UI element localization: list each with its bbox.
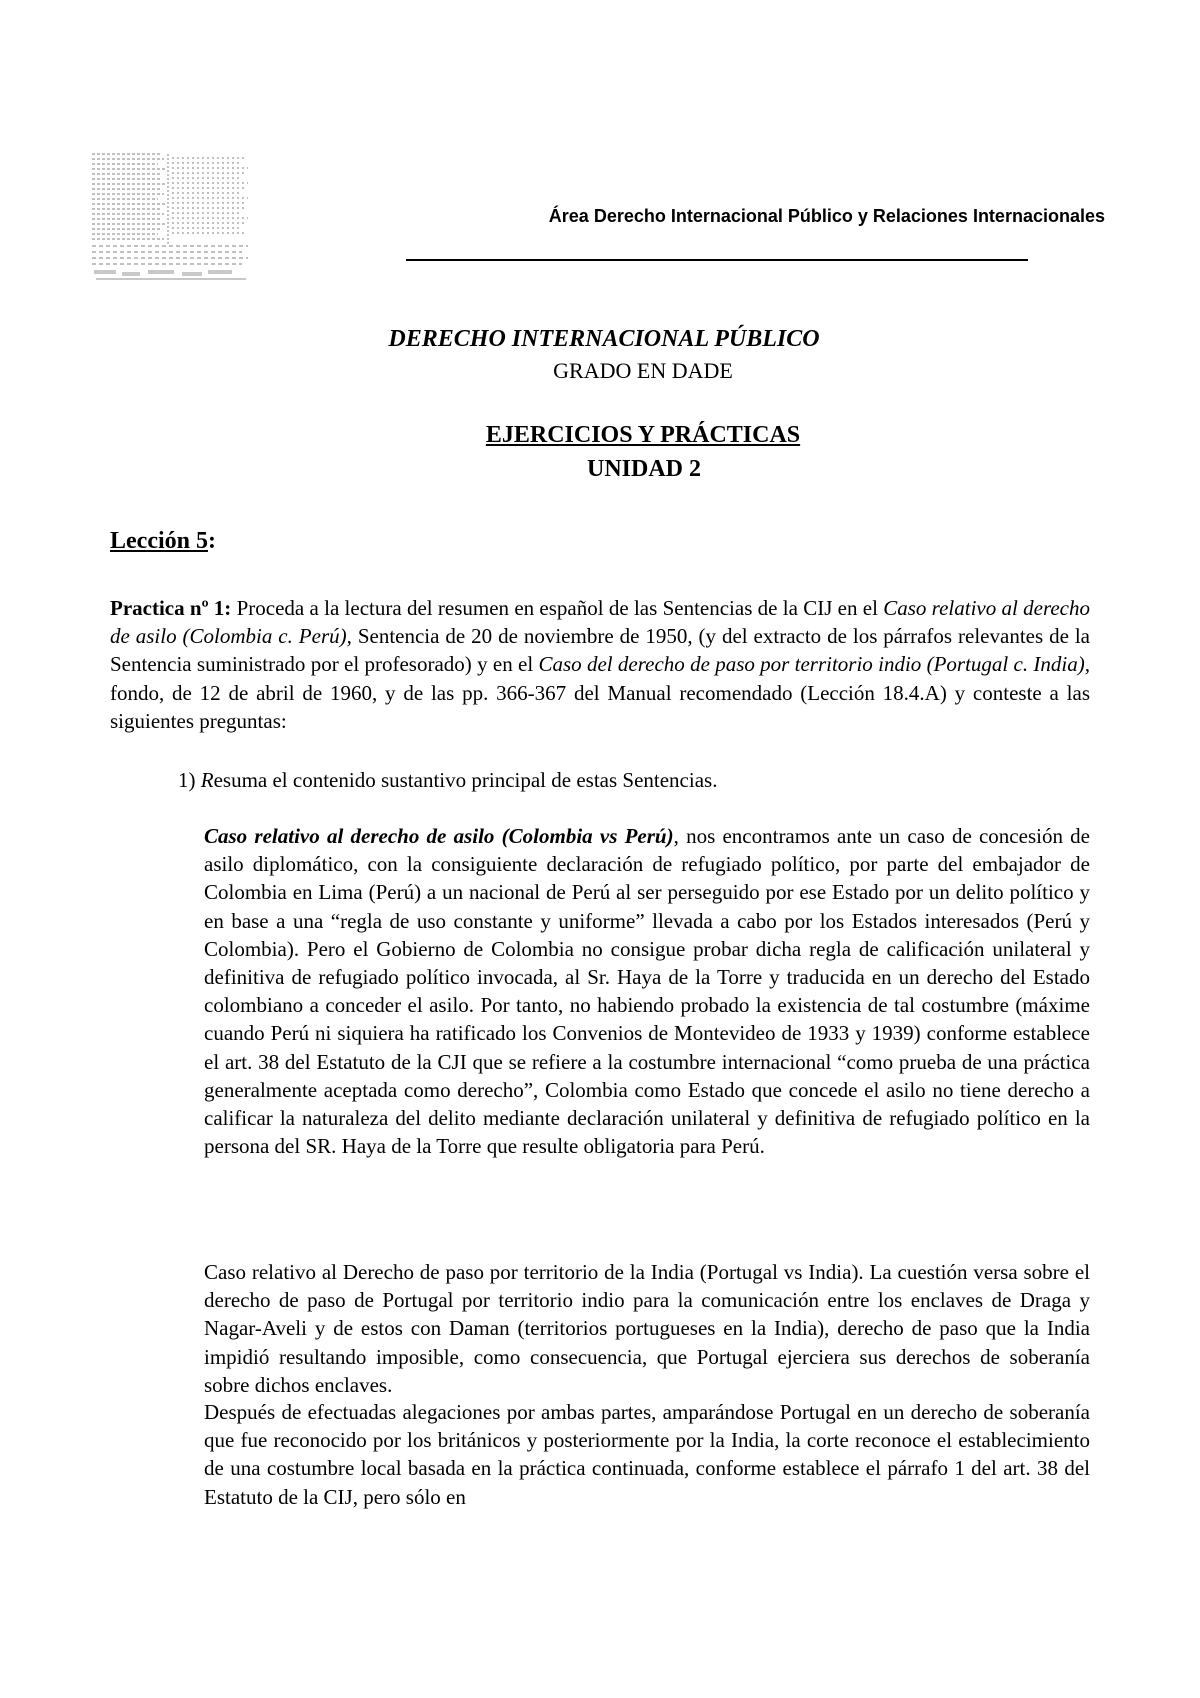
institution-logo — [88, 150, 252, 286]
lesson-heading — [110, 528, 216, 555]
practice-paragraph — [110, 594, 1090, 735]
answer-asilo-heading: Caso relativo al derecho de asilo (Colombia vs Perú) — [204, 824, 674, 848]
practice-text-5: fondo, de 12 de abril de 1960, y de las pp. 366-367 del Manual recomendado (Lección 18.4.A) y conteste a las siguientes preguntas: — [110, 680, 1090, 733]
question-number: 1) — [178, 768, 201, 792]
practice-label: Practica nº 1: — [110, 596, 232, 620]
practice-text-1: Proceda a la lectura del resumen en español de las Sentencias de la CIJ en el — [231, 596, 884, 620]
lesson-label: Lección 5 — [110, 528, 208, 554]
answer-india-paragraph — [204, 1258, 1090, 1399]
document-subtitle: GRADO EN DADE — [553, 358, 733, 383]
exercises-heading: EJERCICIOS Y PRÁCTICAS — [485, 422, 801, 448]
answer-asilo-paragraph — [204, 822, 1090, 1160]
answer-india-text-2: Después de efectuadas alegaciones por ambas partes, amparándose Portugal en un derecho de soberanía que fue reconocido por los británicos y posteriormente por la India, la corte reconoce el establecimiento de una costumbre local basada en la práctica continuada, conforme establece el párrafo 1 del art. 38 del Estatuto de la CIJ, pero sólo en — [204, 1400, 1090, 1509]
question-first-letter: R — [200, 768, 214, 792]
practice-case-india: Caso del derecho de paso por territorio indio (Portugal c. India), — [538, 652, 1090, 677]
header-rule — [406, 259, 1028, 261]
department-header — [400, 206, 1105, 227]
lesson-colon: : — [207, 528, 216, 554]
practice-text-3: Sentencia de 20 de noviembre de 1950, (y del extracto de los párrafos relevantes de la Sentencia suministrado por el profesorado) y en el — [110, 624, 1091, 677]
practice-case-asilo: Caso relativo al derecho de asilo (Colombia c. Perú), — [110, 596, 1090, 649]
question-1 — [178, 766, 1090, 794]
answer-india-paragraph-2 — [204, 1398, 1090, 1511]
document-title: DERECHO INTERNACIONAL PÚBLICO — [388, 326, 820, 352]
answer-asilo-text: , nos encontramos ante un caso de concesión de asilo diplomático, con la consiguiente declaración de refugiado político, por parte del embajador de Colombia en Lima (Perú) a un nacional de Perú al ser perseguido por ese Estado por un delito político y en base a una “regla de uso constante y uniforme” llevada a cabo por los Estados interesados (Perú y Colombia). Pero el Gobierno de Colombia no consigue probar dicha regla de calificación unilateral y definitiva de refugiado político invocada, al Sr. Haya de la Torre y traducida en un derecho del Estado colombiano a conceder el asilo. Por tanto, no habiendo probado la existencia de tal costumbre (máxime cuando Perú ni siquiera ha ratificado los Convenios de Montevideo de 1933 y 1939) conforme establece el art. 38 del Estatuto de la CJI que se refiere a la costumbre internacional “como prueba de una práctica generalmente aceptada como derecho”, Colombia como Estado que concede el asilo no tiene derecho a calificar la naturaleza del delito mediante declaración unilateral y definitiva de refugiado político en la persona del SR. Haya de la Torre que resulte obligatoria para Perú. — [204, 824, 1091, 1159]
answer-india-text: Caso relativo al Derecho de paso por territorio de la India (Portugal vs India). La cuestión versa sobre el derecho de paso de Portugal por territorio indio para la comunicación entre los enclaves de Draga y Nagar-Aveli y de estos con Daman (territorios portugueses en la India), derecho de paso que la India impidió resultando imposible, como consecuencia, que Portugal ejerciera sus derechos de soberanía sobre dichos enclaves. — [204, 1260, 1090, 1397]
unit-heading: UNIDAD 2 — [587, 456, 701, 482]
department-name: Área Derecho Internacional Público y Relaciones Internacionales — [548, 206, 1105, 226]
question-text: esuma el contenido sustantivo principal de estas Sentencias. — [213, 768, 718, 792]
